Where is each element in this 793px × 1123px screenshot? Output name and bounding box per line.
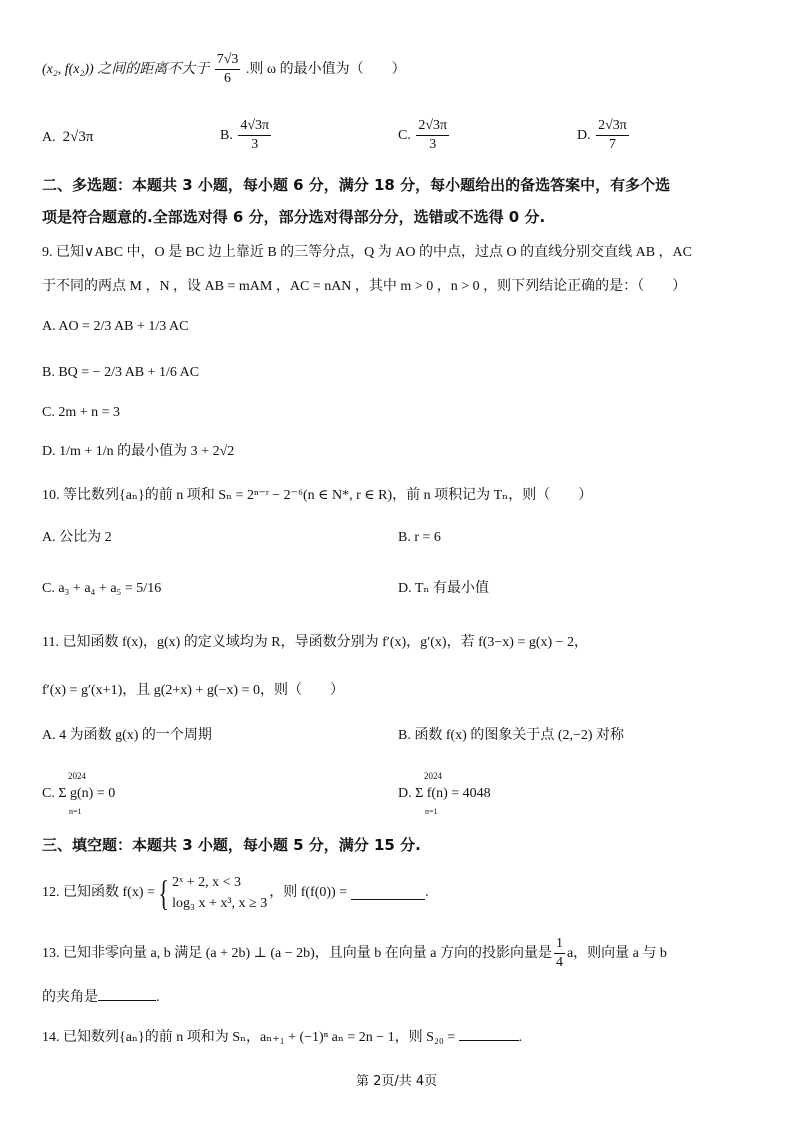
q12-prefix: 12. 已知函数 f(x) = [42,885,155,900]
q8-option-b: B. $\frac{4√3\pi}{3}$ [220,118,270,153]
q11-option-c-bottom: n=1 [69,807,82,816]
page-footer: 第 2页/共 4页 [356,1074,438,1089]
q8-option-d: D. $\frac{2√3\pi}{7}$ [577,118,627,153]
section2-heading-line1: 二、多选题：本题共 3 小题，每小题 6 分，满分 18 分，每小题给出的备选答案中，有多个选 [42,176,671,194]
q11-option-d: D. Σ f(n) = 4048 [398,786,491,801]
q10-option-b: B. r = 6 [398,530,441,545]
q10-option-d: D. Tₙ 有最小值 [398,581,489,596]
q9-stem-line1: 9. 已知∨ABC 中，O 是 BC 边上靠近 B 的三等分点，Q 为 AO 的中点，过点 O 的直线分别交直线 AB ，AC [42,245,692,260]
q12-brace: { [158,873,169,913]
q11-option-c-limits: 2024 [68,771,86,781]
q10-option-c: C. a₃ + a₄ + a₅ = 5/16 [42,581,162,596]
q13-answer-blank[interactable] [98,987,156,1001]
q11-stem-line1: 11. 已知函数 f(x)，g(x) 的定义域均为 R，导函数分别为 f′(x)，g′(x)，若 f(3−x) = g(x) − 2， [42,635,589,650]
q12-answer-blank[interactable] [351,886,425,900]
q9-option-c: C. 2m + n = 3 [42,405,121,420]
q14: 14. 已知数列{aₙ}的前 n 项和为 Sₙ，aₙ₊₁ + (−1)ⁿ aₙ = 2n − 1，则 S₂₀ = . [42,1027,522,1045]
q8-fraction: $\frac{7√3}{6}$ [216,52,239,87]
q8-option-c: C. $\frac{2√3\pi}{3}$ [398,118,448,153]
q11-stem-line2: f′(x) = g′(x+1)，且 g(2+x) + g(−x) = 0，则（ ） [42,683,344,698]
q8-option-a: A. 2√3π [42,129,94,145]
q8-tail-prefix: (x₂, f(x₂)) 之间的距离不大于 [42,61,210,77]
q11-option-d-limits: 2024 [424,771,442,781]
q9-option-a: A. AO = 2/3 AB + 1/3 AC [42,319,189,334]
q9-option-d: D. 1/m + 1/n 的最小值为 3 + 2√2 [42,444,235,459]
q11-option-c: C. Σ g(n) = 0 [42,786,116,801]
q11-option-a: A. 4 为函数 g(x) 的一个周期 [42,728,212,743]
q11-option-d-bottom: n=1 [425,807,438,816]
q11-option-b: B. 函数 f(x) 的图象关于点 (2,−2) 对称 [398,728,625,743]
q14-answer-blank[interactable] [459,1027,519,1041]
q12-case1: 2ˣ + 2, x < 3 [172,875,242,890]
section3-heading: 三、填空题：本题共 3 小题，每小题 5 分，满分 15 分. [42,836,421,854]
q13-line2: 的夹角是 . [42,987,160,1005]
q9-stem-line2: 于不同的两点 M ，N ，设 AB = mAM ，AC = nAN ，其中 m > 0 ，n > 0 ，则下列结论正确的是：（ ） [42,279,687,294]
section2-heading-line2: 项是符合题意的.全部选对得 6 分，部分选对得部分分，选错或不选得 0 分. [42,208,546,226]
q12: 12. 已知函数 f(x) = { 2ˣ + 2, x < 3 log₃ x + x³, x ≥ 3 ，则 f(f(0)) = . [42,873,429,913]
q10-stem: 10. 等比数列{aₙ}的前 n 项和 Sₙ = 2ⁿ⁻ʳ − 2⁻⁶(n ∈ N*, r ∈ R)，前 n 项积记为 Tₙ，则（ ） [42,488,593,503]
q8-tail [42,52,406,87]
q12-suffix: ，则 f(f(0)) = [269,885,348,900]
q12-case2: log₃ x + x³, x ≥ 3 [172,896,268,911]
q10-option-a: A. 公比为 2 [42,530,112,545]
q13-line1: 13. 已知非零向量 a, b 满足 (a + 2b) ⊥ (a − 2b)，且向量 b 在向量 a 方向的投影向量是 $\frac{1}{4}$ a，则向量 a 与 b [42,936,667,971]
q9-option-b: B. BQ = − 2/3 AB + 1/6 AC [42,365,200,380]
q8-tail-suffix: .则 ω 的最小值为（ ） [245,61,406,77]
